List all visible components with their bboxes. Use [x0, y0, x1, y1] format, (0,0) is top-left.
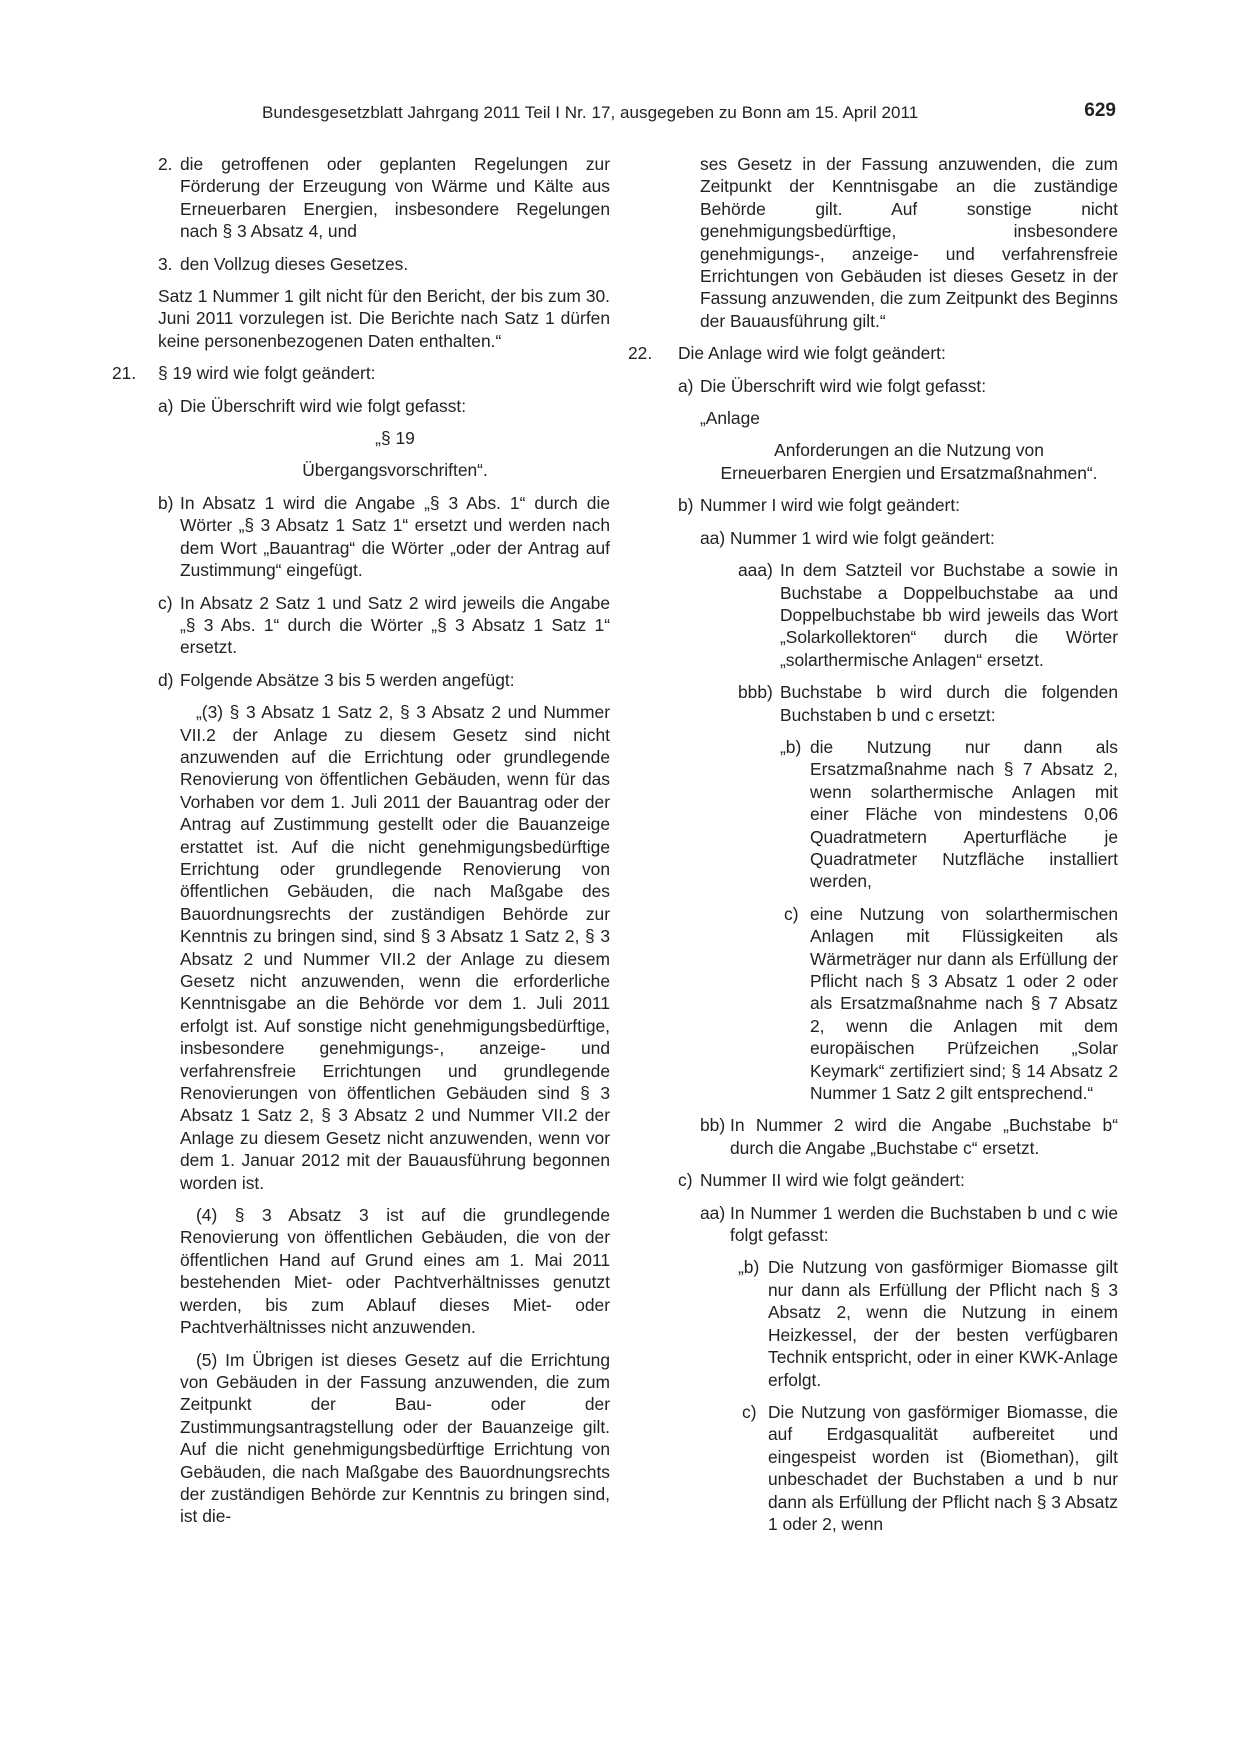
- list-item-3: [130, 253, 610, 275]
- sub-item-a: [130, 395, 610, 417]
- item-number: „b): [780, 736, 802, 757]
- sub-item-rc: [640, 1401, 1118, 1535]
- sub-item-aaa: [640, 559, 1118, 671]
- sub-item-rb: [640, 1256, 1118, 1390]
- item-number: 3.: [158, 253, 173, 274]
- page-number: 629: [1084, 100, 1116, 121]
- item-text: Die Anlage wird wie folgt geändert:: [678, 343, 946, 364]
- item-number: „b): [738, 1257, 760, 1278]
- section-heading-number: „§ 19: [375, 428, 415, 449]
- item-text: die Nutzung nur dann als Ersatzmaßnahme nach § 7 Absatz 2, wenn solarthermische Anlagen mit einer Fläche von mindestens 0,06 Quadratmetern Aperturfläche je Quadratmeter Nutzfläche installiert werden,: [810, 736, 1118, 892]
- item-number: a): [158, 395, 174, 416]
- right-column: [628, 153, 1118, 1535]
- section-heading-title: Übergangsvorschriften“.: [302, 460, 488, 481]
- list-item-21: [112, 362, 610, 384]
- header-title: Bundesgesetzblatt Jahrgang 2011 Teil I Nr. 17, ausgegeben zu Bonn am 15. April 2011: [262, 103, 919, 122]
- sub-item-quoted-c: [640, 903, 1118, 1105]
- item-text: In Absatz 1 wird die Angabe „§ 3 Abs. 1“ durch die Wörter „§ 3 Absatz 1 Satz 1“ ersetzt und werden nach dem Wort „Bauantrag“ die Wörter „oder der Antrag auf Zustimmung“ eingefügt.: [180, 492, 610, 581]
- list-item-22: [628, 342, 1118, 364]
- item-text: Die Nutzung von gasförmiger Biomasse gilt nur dann als Erfüllung der Pflicht nach § 3 Absatz 2, wenn die Nutzung in einem Heizkessel, der der besten verfügbaren Technik entspricht, oder in einer KWK-Anlage erfolgt.: [768, 1257, 1118, 1390]
- paragraph-satz: Satz 1 Nummer 1 gilt nicht für den Bericht, der bis zum 30. Juni 2011 vorzulegen ist. Die Berichte nach Satz 1 dürfen keine personenbezogenen Daten enthalten.“: [158, 286, 610, 351]
- item-number: d): [158, 669, 174, 690]
- sub-item-bbb: [640, 681, 1118, 726]
- item-number: c): [158, 592, 173, 613]
- item-text: In dem Satzteil vor Buchstabe a sowie in Buchstabe a Doppelbuchstabe aa und Doppelbuchstabe bb wird jeweils das Wort „Solarkollektoren“ durch die Wörter „solarthermische Anlagen“ ersetzt.: [780, 560, 1118, 670]
- sub-item-quoted-b: [640, 736, 1118, 893]
- item-text: Folgende Absätze 3 bis 5 werden angefügt:: [180, 669, 515, 690]
- item-text: die getroffenen oder geplanten Regelungen zur Förderung der Erzeugung von Wärme und Kälte aus Erneuerbaren Energien, insbesondere Regelungen nach § 3 Absatz 4, und: [180, 154, 610, 242]
- sub-item-c: [130, 592, 610, 659]
- paragraph-absatz-5: (5) Im Übrigen ist dieses Gesetz auf die Errichtung von Gebäuden in der Fassung anzuwenden, die zum Zeitpunkt der Bau- oder der Zustimmungsantragstellung oder der Bauanzeige gilt. Auf die nicht genehmigungsbedürftige Errichtung von Gebäuden, die nach Maßgabe des Bauordnungsrechts der zuständigen Behörde zur Kenntnis zu bringen sind, ist die-: [180, 1349, 610, 1527]
- item-text: In Nummer 1 werden die Buchstaben b und c wie folgt gefasst:: [730, 1202, 1118, 1246]
- item-text: In Nummer 2 wird die Angabe „Buchstabe b“ durch die Angabe „Buchstabe c“ ersetzt.: [730, 1115, 1118, 1158]
- item-number: c): [742, 1401, 757, 1422]
- item-text: In Absatz 2 Satz 1 und Satz 2 wird jeweils die Angabe „§ 3 Abs. 1“ durch die Wörter „§ 3 Absatz 1 Satz 1“ ersetzt.: [180, 592, 610, 658]
- paragraph-absatz-4: (4) § 3 Absatz 3 ist auf die grundlegende Renovierung von öffentlichen Gebäuden, die von der öffentlichen Hand auf Grund eines am 1. Mai 2011 bestehenden Miet- oder Pachtverhältnisses genutzt werden, bis zum Ablauf dieses Miet- oder Pachtverhältnisses nicht anzuwenden.: [180, 1205, 610, 1338]
- sub-item-aa: [640, 527, 1118, 549]
- left-column: [112, 153, 610, 1528]
- anlage-subheading-line1: Anforderungen an die Nutzung von: [774, 440, 1044, 461]
- list-item-2: [130, 153, 610, 243]
- item-number: aa): [700, 527, 726, 548]
- item-number: bb): [700, 1115, 726, 1136]
- sub-item-d: [130, 669, 610, 691]
- item-text: Nummer 1 wird wie folgt geändert:: [730, 527, 995, 548]
- paragraph-absatz-3: „(3) § 3 Absatz 1 Satz 2, § 3 Absatz 2 und Nummer VII.2 der Anlage zu diesem Gesetz sind nicht anzuwenden auf die Errichtung oder grundlegende Renovierung von öffentlichen Gebäuden, wenn für das Vorhaben vor dem 1. Juli 2011 der Bauantrag oder der Antrag auf Zustimmung gestellt oder die Bauanzeige erstattet ist. Auf die nicht genehmigungsbedürftige Errichtung oder grundlegende Renovierung von öffentlichen Gebäuden, die nach Maßgabe des Bauordnungsrechts der zuständigen Behörde zur Kenntnis zu bringen sind, sind § 3 Absatz 1 Satz 2, § 3 Absatz 2 und Nummer VII.2 der Anlage zu diesem Gesetz nicht anzuwenden, wenn die erforderliche Kenntnisgabe an die Behörde vor dem 1. Juli 2011 erfolgt ist. Auf sonstige nicht genehmigungsbedürftige, insbesondere genehmigungs-, anzeige- und verfahrensfreie Errichtungen und grundlegende Renovierungen von öffentlichen Gebäuden sind § 3 Absatz 1 Satz 2, § 3 Absatz 2 und Nummer VII.2 der Anlage zu diesem Gesetz nicht anzuwenden, wenn vor dem 1. Januar 2012 mit der Bauausführung begonnen worden ist.: [180, 702, 610, 1193]
- item-text: Die Nutzung von gasförmiger Biomasse, die auf Erdgasqualität aufbereitet und eingespeist worden ist (Biomethan), gilt unbeschadet der Buchstaben a und b nur dann als Erfüllung der Pflicht nach § 3 Absatz 1 oder 2, wenn: [768, 1401, 1118, 1534]
- item-number: bbb): [738, 682, 773, 703]
- item-number: c): [784, 903, 799, 924]
- item-number: c): [678, 1170, 693, 1191]
- item-text: Nummer I wird wie folgt geändert:: [700, 495, 960, 516]
- item-text: § 19 wird wie folgt geändert:: [158, 363, 376, 384]
- item-number: b): [158, 492, 174, 513]
- sub-item-b: [640, 494, 1118, 516]
- page-header: [262, 100, 1116, 126]
- anlage-heading: „Anlage: [700, 408, 760, 429]
- item-number: 2.: [158, 154, 173, 174]
- sub-item-b: [130, 492, 610, 582]
- item-text: Buchstabe b wird durch die folgenden Buchstaben b und c ersetzt:: [780, 682, 1118, 725]
- sub-item-bb: [640, 1114, 1118, 1159]
- sub-item-c: [640, 1169, 1118, 1191]
- item-number: 22.: [628, 343, 653, 364]
- item-text: Die Überschrift wird wie folgt gefasst:: [180, 395, 467, 416]
- item-number: b): [678, 495, 694, 516]
- item-text: den Vollzug dieses Gesetzes.: [180, 253, 409, 274]
- item-number: 21.: [112, 363, 137, 384]
- item-text: Nummer II wird wie folgt geändert:: [700, 1170, 965, 1191]
- item-number: aaa): [738, 560, 773, 581]
- item-number: a): [678, 375, 694, 396]
- item-text: eine Nutzung von solarthermischen Anlagen mit Flüssigkeiten als Wärmeträger nur dann als Erfüllung der Pflicht nach § 3 Absatz 1 oder 2 oder als Ersatzmaßnahme nach § 7 Absatz 2, wenn die Anlagen mit dem europäischen Prüfzeichen „Solar Keymark“ zertifiziert sind; § 14 Absatz 2 Nummer 1 Satz 2 gilt entsprechend.“: [810, 903, 1118, 1104]
- sub-item-a: [640, 375, 1118, 397]
- item-number: aa): [700, 1202, 726, 1223]
- sub-item-aa-2: [640, 1202, 1118, 1247]
- paragraph-continuation: ses Gesetz in der Fassung anzuwenden, die zum Zeitpunkt der Kenntnisgabe an die zuständige Behörde gilt. Auf sonstige nicht genehmigungsbedürftige, insbesondere genehmigungs-, anzeige- und verfahrensfreie Errichtungen von Gebäuden ist dieses Gesetz in der Fassung anzuwenden, die zum Zeitpunkt des Beginns der Bauausführung gilt.“: [700, 154, 1118, 331]
- anlage-subheading-line2: Erneuerbaren Energien und Ersatzmaßnahmen“.: [720, 462, 1098, 483]
- item-text: Die Überschrift wird wie folgt gefasst:: [700, 375, 987, 396]
